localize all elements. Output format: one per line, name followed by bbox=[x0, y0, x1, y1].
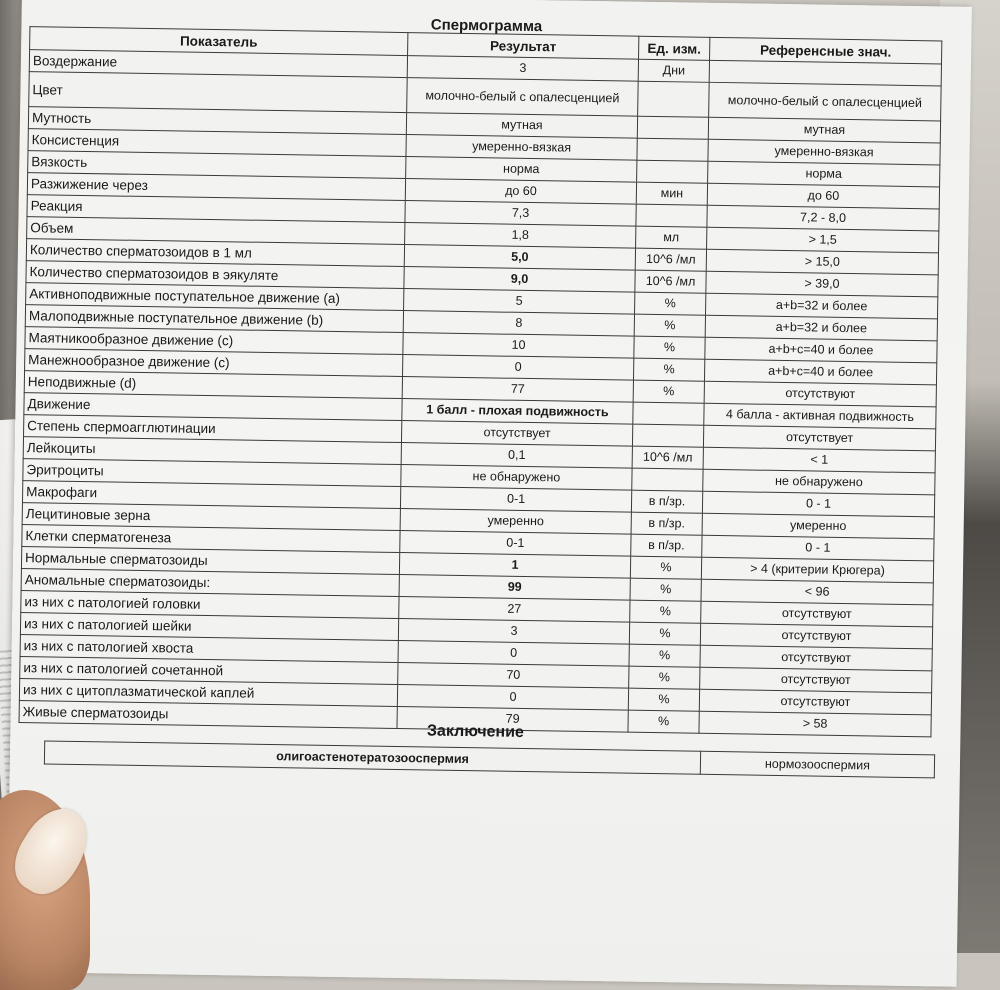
row-unit: 10^6 /мл bbox=[635, 248, 706, 271]
row-reference-value: 0 - 1 bbox=[702, 491, 934, 517]
row-result-value: 3 bbox=[398, 618, 629, 644]
row-result-value: 70 bbox=[398, 662, 629, 688]
row-reference-value: > 15,0 bbox=[706, 249, 938, 275]
conclusion-norm: нормозооспермия bbox=[700, 751, 934, 778]
row-indicator-name: Малоподвижные поступательное движение (b) bbox=[25, 305, 403, 333]
row-indicator-name: Манежнообразное движение (c) bbox=[25, 349, 403, 377]
row-result-value: 10 bbox=[403, 333, 634, 359]
row-reference-value: отсутствуют bbox=[700, 667, 932, 693]
row-result-value: не обнаружено bbox=[401, 465, 632, 491]
row-reference-value: умеренно-вязкая bbox=[708, 139, 940, 165]
row-reference-value: отсутствуют bbox=[700, 645, 932, 671]
row-indicator-name: Цвет bbox=[29, 72, 408, 113]
conclusion-row bbox=[44, 741, 934, 778]
row-indicator-name: Неподвижные (d) bbox=[24, 371, 402, 399]
row-reference-value: отсутствуют bbox=[700, 623, 932, 649]
row-indicator-name: Консистенция bbox=[28, 129, 406, 157]
header-unit: Ед. изм. bbox=[639, 36, 710, 60]
row-indicator-name: из них с цитоплазматической каплей bbox=[19, 679, 397, 707]
row-reference-value: < 96 bbox=[701, 579, 933, 605]
row-reference-value: > 58 bbox=[699, 711, 931, 737]
row-indicator-name: Лецитиновые зерна bbox=[22, 503, 400, 531]
row-indicator-name: Движение bbox=[24, 393, 402, 421]
row-indicator-name: Воздержание bbox=[29, 50, 407, 78]
row-unit: % bbox=[633, 358, 704, 381]
row-result-value: молочно-белый с опалесценцией bbox=[407, 78, 639, 117]
row-indicator-name: Эритроциты bbox=[23, 459, 401, 487]
row-result-value: 3 bbox=[407, 56, 638, 82]
row-unit bbox=[637, 116, 708, 139]
row-result-value: 0,1 bbox=[401, 443, 632, 469]
row-indicator-name: Мутность bbox=[28, 107, 406, 135]
row-reference-value: a+b+c=40 и более bbox=[705, 337, 937, 363]
row-reference-value: норма bbox=[708, 161, 940, 187]
row-indicator-name: из них с патологией хвоста bbox=[20, 635, 398, 663]
results-table bbox=[19, 26, 943, 737]
row-unit bbox=[632, 468, 703, 491]
row-reference-value: не обнаружено bbox=[703, 469, 935, 495]
row-reference-value: молочно-белый с опалесценцией bbox=[709, 82, 942, 121]
header-reference: Референсные знач. bbox=[710, 37, 942, 64]
row-result-value: 1,8 bbox=[405, 223, 636, 249]
header-indicator: Показатель bbox=[30, 27, 408, 56]
document-title: Спермограмма bbox=[430, 16, 543, 36]
row-unit: % bbox=[630, 600, 701, 623]
row-result-value: 7,3 bbox=[405, 201, 636, 227]
conclusion-title: Заключение bbox=[426, 722, 525, 741]
row-unit: в п/зр. bbox=[631, 512, 702, 535]
row-result-value: 0 bbox=[398, 640, 629, 666]
row-unit: % bbox=[633, 380, 704, 403]
row-indicator-name: Разжижение через bbox=[27, 173, 405, 201]
row-unit: % bbox=[634, 314, 705, 337]
row-result-value: мутная bbox=[406, 113, 637, 139]
row-unit: в п/зр. bbox=[631, 534, 702, 557]
row-result-value: 0-1 bbox=[400, 531, 631, 557]
row-indicator-name: из них с патологией сочетанной bbox=[20, 657, 398, 685]
row-reference-value: отсутствует bbox=[703, 425, 935, 451]
row-unit: % bbox=[628, 710, 699, 733]
row-result-value: 0 bbox=[397, 684, 628, 710]
row-unit: % bbox=[634, 336, 705, 359]
row-indicator-name: из них с патологией головки bbox=[21, 591, 399, 619]
row-result-value: 1 bbox=[399, 553, 630, 579]
document-sheet bbox=[7, 0, 972, 987]
row-unit: мин bbox=[636, 182, 707, 205]
row-result-value: отсутствует bbox=[401, 421, 632, 447]
row-result-value: 5,0 bbox=[404, 245, 635, 271]
row-reference-value: a+b+c=40 и более bbox=[704, 359, 936, 385]
row-reference-value: 7,2 - 8,0 bbox=[707, 205, 939, 231]
row-unit: % bbox=[628, 688, 699, 711]
row-unit bbox=[638, 81, 710, 117]
row-reference-value: > 4 (критерии Крюгера) bbox=[701, 557, 933, 583]
row-indicator-name: Макрофаги bbox=[22, 481, 400, 509]
results-body bbox=[19, 50, 941, 737]
row-indicator-name: Маятникообразное движение (c) bbox=[25, 327, 403, 355]
row-unit: 10^6 /мл bbox=[635, 270, 706, 293]
row-indicator-name: Объем bbox=[27, 217, 405, 245]
row-indicator-name: Степень спермоагглютинации bbox=[24, 415, 402, 443]
row-reference-value: умеренно bbox=[702, 513, 934, 539]
row-unit: Дни bbox=[638, 59, 709, 82]
row-indicator-name: Нормальные сперматозоиды bbox=[21, 547, 399, 575]
row-unit: % bbox=[630, 556, 701, 579]
row-unit: % bbox=[629, 644, 700, 667]
row-result-value: умеренно bbox=[400, 509, 631, 535]
row-reference-value: мутная bbox=[708, 117, 940, 143]
row-result-value: 1 балл - плохая подвижность bbox=[402, 399, 633, 425]
row-unit bbox=[633, 402, 704, 425]
row-unit: % bbox=[629, 666, 700, 689]
row-result-value: норма bbox=[406, 157, 637, 183]
row-indicator-name: из них с патологией шейки bbox=[20, 613, 398, 641]
row-unit bbox=[637, 138, 708, 161]
row-reference-value: до 60 bbox=[707, 183, 939, 209]
row-reference-value: 0 - 1 bbox=[702, 535, 934, 561]
row-result-value: 9,0 bbox=[404, 267, 635, 293]
row-result-value: 99 bbox=[399, 574, 630, 600]
row-unit bbox=[632, 424, 703, 447]
row-reference-value: a+b=32 и более bbox=[706, 293, 938, 319]
row-indicator-name: Активноподвижные поступательное движение (a) bbox=[26, 283, 404, 311]
row-unit: % bbox=[629, 622, 700, 645]
row-result-value: 8 bbox=[403, 311, 634, 337]
row-reference-value: a+b=32 и более bbox=[705, 315, 937, 341]
row-reference-value: отсутствуют bbox=[701, 601, 933, 627]
row-reference-value: < 1 bbox=[703, 447, 935, 473]
row-indicator-name: Живые сперматозоиды bbox=[19, 701, 397, 729]
row-indicator-name: Количество сперматозоидов в 1 мл bbox=[26, 239, 404, 267]
row-indicator-name: Количество сперматозоидов в эякуляте bbox=[26, 261, 404, 289]
row-unit: мл bbox=[636, 226, 707, 249]
row-result-value: 27 bbox=[399, 596, 630, 622]
row-result-value: 0 bbox=[403, 355, 634, 381]
row-indicator-name: Клетки сперматогенеза bbox=[22, 525, 400, 553]
row-unit: % bbox=[630, 578, 701, 601]
row-indicator-name: Лейкоциты bbox=[23, 437, 401, 465]
row-indicator-name: Вязкость bbox=[28, 151, 406, 179]
row-unit bbox=[637, 160, 708, 183]
row-result-value: до 60 bbox=[405, 179, 636, 205]
row-result-value: 79 bbox=[397, 706, 628, 732]
row-result-value: умеренно-вязкая bbox=[406, 135, 637, 161]
row-unit: в п/зр. bbox=[631, 490, 702, 513]
row-reference-value: отсутствуют bbox=[704, 381, 936, 407]
row-reference-value: > 39,0 bbox=[706, 271, 938, 297]
row-reference-value: > 1,5 bbox=[707, 227, 939, 253]
row-reference-value: отсутствуют bbox=[699, 689, 931, 715]
row-unit: % bbox=[635, 292, 706, 315]
header-result: Результат bbox=[408, 33, 639, 60]
row-indicator-name: Аномальные сперматозоиды: bbox=[21, 569, 399, 597]
row-reference-value: 4 балла - активная подвижность bbox=[704, 403, 936, 429]
row-result-value: 0-1 bbox=[400, 487, 631, 513]
row-result-value: 77 bbox=[402, 377, 633, 403]
row-result-value: 5 bbox=[404, 289, 635, 315]
row-indicator-name: Реакция bbox=[27, 195, 405, 223]
row-unit bbox=[636, 204, 707, 227]
row-unit: 10^6 /мл bbox=[632, 446, 703, 469]
conclusion-result: олигоастенотератозооспермия bbox=[44, 741, 700, 774]
